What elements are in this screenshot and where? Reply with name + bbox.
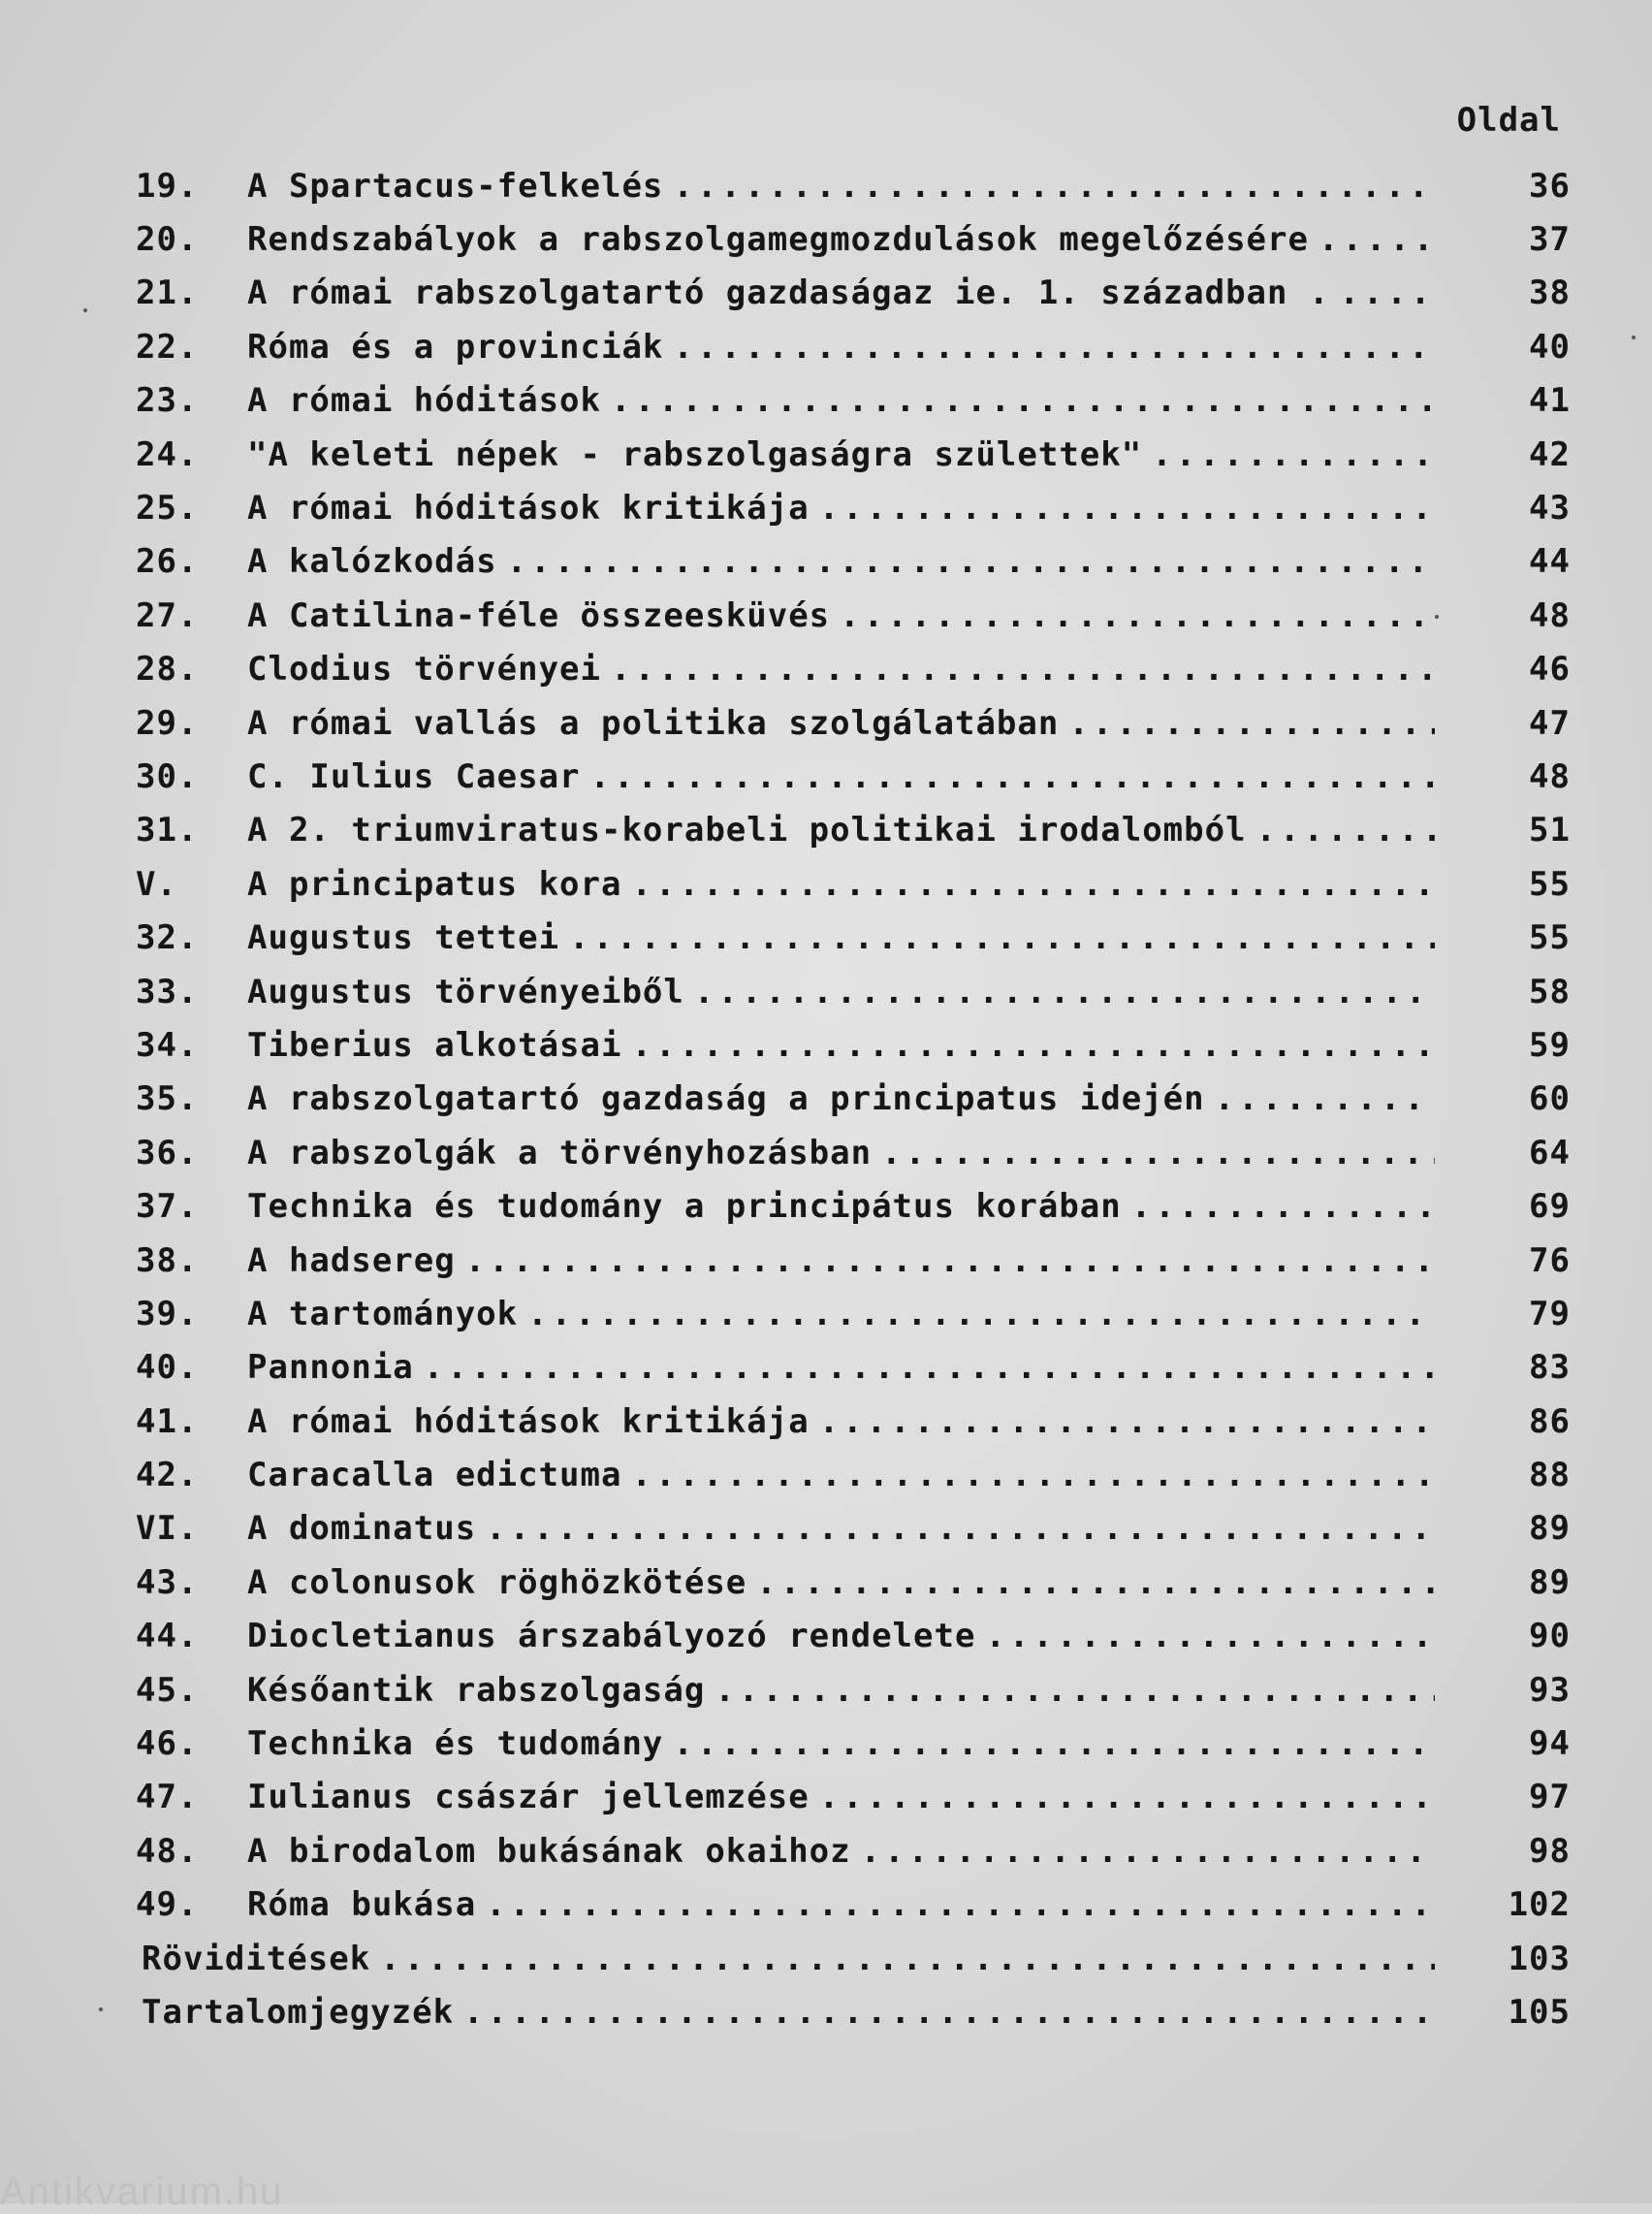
toc-entry xyxy=(136,1179,1571,1233)
toc-entry-title: Róma és a provinciák xyxy=(247,327,664,367)
toc-entry xyxy=(136,1395,1571,1448)
toc-entry-number: 25. xyxy=(136,489,199,529)
toc-entry-title: A római hóditások kritikája xyxy=(247,1401,810,1441)
toc-entry-page: 37 xyxy=(1529,220,1571,260)
toc-entry-number: 20. xyxy=(136,220,199,260)
toc-entry-number: 39. xyxy=(136,1294,199,1333)
toc-entry-number: 23. xyxy=(136,381,199,421)
toc-entry xyxy=(136,804,1571,857)
toc-entry-number: 37. xyxy=(136,1187,199,1227)
toc-entry-page: 79 xyxy=(1529,1294,1571,1333)
toc-entry-title: Iulianus császár jellemzése xyxy=(247,1778,810,1817)
toc-entry-number: V. xyxy=(136,864,177,904)
toc-entry xyxy=(136,1824,1571,1877)
toc-entry-title: A colonusok röghözkötése xyxy=(247,1562,747,1602)
toc-entry-title: A római vallás a politika szolgálatában xyxy=(247,703,1060,743)
toc-entry xyxy=(136,159,1571,212)
toc-entry-title: A római rabszolgatartó gazdaságaz ie. 1. században . xyxy=(247,273,1330,313)
toc-entry-title: Tiberius alkotásai xyxy=(247,1025,622,1065)
toc-entry-title: C. Iulius Caesar xyxy=(247,756,581,796)
toc-entry-title: Clodius törvényei xyxy=(247,650,601,690)
toc-entry xyxy=(136,1985,1571,2038)
toc-entry-title: A 2. triumviratus-korabeli politikai irodalomból xyxy=(247,811,1247,850)
toc-entry xyxy=(136,1126,1571,1179)
toc-entry xyxy=(136,1073,1571,1126)
toc-dot-leader xyxy=(424,1348,1435,1387)
toc-entry-number: 36. xyxy=(136,1133,199,1172)
toc-entry-title: A principatus kora xyxy=(247,864,622,904)
toc-entry xyxy=(136,965,1571,1018)
toc-entry xyxy=(136,535,1571,589)
toc-dot-leader xyxy=(611,650,1435,689)
toc-entry-page: 102 xyxy=(1508,1885,1571,1925)
toc-dot-leader xyxy=(527,1295,1435,1333)
toc-entry xyxy=(136,750,1571,803)
toc-entry-page: 60 xyxy=(1529,1079,1571,1119)
toc-dot-leader xyxy=(819,1402,1435,1441)
toc-entry xyxy=(136,1878,1571,1932)
toc-entry xyxy=(136,1018,1571,1072)
toc-entry-page: 98 xyxy=(1529,1831,1571,1871)
toc-entry-title: A rabszolgatartó gazdaság a principatus idején xyxy=(247,1079,1205,1119)
toc-dot-leader xyxy=(985,1617,1435,1655)
toc-entry-number: 45. xyxy=(136,1670,199,1710)
toc-entry-page: 59 xyxy=(1529,1025,1571,1065)
toc-entry xyxy=(136,428,1571,481)
toc-entry-page: 69 xyxy=(1529,1187,1571,1227)
toc-entry-title: Augustus tettei xyxy=(247,918,560,958)
toc-entry-page: 42 xyxy=(1529,434,1571,474)
toc-entry-page: 46 xyxy=(1529,650,1571,690)
toc-entry-page: 41 xyxy=(1529,381,1571,421)
paper-speck xyxy=(99,2007,103,2011)
toc-dot-leader xyxy=(631,1026,1435,1065)
toc-entry-page: 89 xyxy=(1529,1509,1571,1549)
toc-entry-page: 48 xyxy=(1529,595,1571,635)
toc-entry-title: Augustus törvényeiből xyxy=(247,972,684,1011)
toc-entry xyxy=(136,1234,1571,1287)
toc-entry-title: Technika és tudomány xyxy=(247,1724,664,1764)
toc-entry-page: 97 xyxy=(1529,1778,1571,1817)
page-column-header: Oldal xyxy=(1456,101,1561,140)
toc-entry-title: Róma bukása xyxy=(247,1885,477,1925)
toc-dot-leader xyxy=(465,1241,1435,1280)
toc-entry-title: A kalózkodás xyxy=(247,542,497,582)
toc-entry xyxy=(136,1717,1571,1770)
toc-entry xyxy=(136,857,1571,911)
toc-entry-title: Diocletianus árszabályozó rendelete xyxy=(247,1617,976,1656)
toc-entry-number: VI. xyxy=(136,1509,199,1549)
toc-entry-number: 24. xyxy=(136,434,199,474)
toc-entry-page: 83 xyxy=(1529,1348,1571,1388)
toc-entry-page: 94 xyxy=(1529,1724,1571,1764)
toc-entry-title: A Catilina-féle összeesküvés xyxy=(247,595,831,635)
toc-dot-leader xyxy=(1131,1187,1435,1226)
toc-dot-leader xyxy=(631,865,1435,904)
toc-entry-page: 76 xyxy=(1529,1240,1571,1280)
toc-dot-leader xyxy=(1152,435,1435,474)
toc-entry-number: 22. xyxy=(136,327,199,367)
toc-entry xyxy=(136,911,1571,964)
toc-dot-leader xyxy=(819,489,1435,528)
toc-entry-number: 40. xyxy=(136,1348,199,1388)
toc-entry xyxy=(136,1663,1571,1717)
toc-entry-title: A birodalom bukásának okaihoz xyxy=(247,1831,851,1871)
toc-entry-page: 38 xyxy=(1529,273,1571,313)
toc-dot-leader xyxy=(590,757,1435,796)
toc-entry-page: 105 xyxy=(1508,1992,1571,2032)
toc-entry xyxy=(136,1932,1571,1985)
toc-dot-leader xyxy=(715,1671,1435,1710)
toc-entry xyxy=(136,374,1571,428)
toc-entry-page: 90 xyxy=(1529,1617,1571,1656)
toc-entry xyxy=(136,696,1571,750)
toc-entry-title: Rendszabályok a rabszolgamegmozdulások megelőzésére xyxy=(247,220,1309,260)
toc-entry-title: "A keleti népek - rabszolgaságra születtek" xyxy=(247,434,1143,474)
toc-entry-page: 93 xyxy=(1529,1670,1571,1710)
paper-speck xyxy=(1435,615,1439,619)
toc-entry-number: 46. xyxy=(136,1724,199,1764)
toc-entry-title: Technika és tudomány a principátus korában xyxy=(247,1187,1122,1227)
toc-dot-leader xyxy=(1256,811,1435,850)
toc-entry-title: Későantik rabszolgaság xyxy=(247,1670,706,1710)
toc-entry xyxy=(136,643,1571,696)
toc-dot-leader xyxy=(611,381,1435,420)
toc-entry-page: 89 xyxy=(1529,1562,1571,1602)
toc-dot-leader xyxy=(1068,704,1435,743)
toc-entry-number: 26. xyxy=(136,542,199,582)
toc-dot-leader xyxy=(881,1134,1435,1172)
toc-dot-leader xyxy=(819,1778,1435,1816)
toc-entry xyxy=(136,1556,1571,1609)
toc-entry-page: 47 xyxy=(1529,703,1571,743)
toc-entry xyxy=(136,1287,1571,1340)
toc-entry xyxy=(136,1610,1571,1663)
toc-entry-number: 41. xyxy=(136,1401,199,1441)
toc-entry xyxy=(136,1448,1571,1501)
toc-entry-page: 55 xyxy=(1529,864,1571,904)
toc-entry-title: A római hóditások kritikája xyxy=(247,489,810,529)
toc-entry-number: 44. xyxy=(136,1617,199,1656)
toc-dot-leader xyxy=(631,1456,1435,1494)
toc-entry-number: 29. xyxy=(136,703,199,743)
toc-dot-leader xyxy=(756,1563,1435,1602)
toc-entry-title: Caracalla edictuma xyxy=(247,1456,622,1495)
toc-entry-number: 30. xyxy=(136,756,199,796)
toc-entry-number: 42. xyxy=(136,1456,199,1495)
toc-entry-page: 55 xyxy=(1529,918,1571,958)
toc-entry-number: 34. xyxy=(136,1025,199,1065)
paper-speck xyxy=(1632,336,1636,339)
toc-entry-page: 51 xyxy=(1529,811,1571,850)
toc-entry-number: 38. xyxy=(136,1240,199,1280)
toc-dot-leader xyxy=(507,542,1435,581)
toc-dot-leader xyxy=(673,1724,1435,1763)
toc-entry-page: 86 xyxy=(1529,1401,1571,1441)
toc-entry xyxy=(136,1502,1571,1556)
toc-entry xyxy=(136,1341,1571,1395)
toc-entry-page: 36 xyxy=(1529,166,1571,206)
toc-entry-page: 48 xyxy=(1529,756,1571,796)
toc-entry-page: 43 xyxy=(1529,489,1571,529)
toc-entry-number: 21. xyxy=(136,273,199,313)
toc-dot-leader xyxy=(486,1885,1435,1924)
toc-entry-number: 28. xyxy=(136,650,199,690)
toc-dot-leader xyxy=(1318,220,1435,259)
toc-entry-page: 58 xyxy=(1529,972,1571,1011)
toc-entry xyxy=(136,1771,1571,1824)
toc-dot-leader xyxy=(840,596,1435,635)
toc-entry xyxy=(136,481,1571,534)
toc-dot-leader xyxy=(694,973,1435,1011)
toc-dot-leader xyxy=(861,1832,1435,1871)
watermark: Antikvarium.hu xyxy=(0,2170,284,2213)
toc-dot-leader xyxy=(380,1940,1435,1978)
toc-entry-title: A Spartacus-felkelés xyxy=(247,166,664,206)
toc-entry-title: A hadsereg xyxy=(247,1240,456,1280)
toc-entry-number: 31. xyxy=(136,811,199,850)
toc-entry-title: Pannonia xyxy=(247,1348,414,1388)
toc-entry-page: 44 xyxy=(1529,542,1571,582)
toc-entry-number: 27. xyxy=(136,595,199,635)
toc-entry-title: A rabszolgák a törvényhozásban xyxy=(247,1133,873,1172)
toc-entry-page: 40 xyxy=(1529,327,1571,367)
toc-entry xyxy=(136,267,1571,320)
toc-entry-number: 49. xyxy=(136,1885,199,1925)
toc-dot-leader xyxy=(1339,273,1435,312)
toc-entry-page: 64 xyxy=(1529,1133,1571,1172)
toc-dot-leader xyxy=(486,1509,1435,1548)
toc-entry xyxy=(136,212,1571,266)
toc-entry-title: Tartalomjegyzék xyxy=(142,1992,455,2032)
toc-dot-leader xyxy=(463,1993,1435,2032)
toc-entry xyxy=(136,320,1571,373)
toc-dot-leader xyxy=(1215,1079,1435,1118)
paper-speck xyxy=(83,308,87,312)
toc-entry-number: 32. xyxy=(136,918,199,958)
toc-entry xyxy=(136,589,1571,642)
toc-entry-number: 47. xyxy=(136,1778,199,1817)
toc-entry-title: A tartományok xyxy=(247,1294,519,1333)
toc-entry-title: Röviditések xyxy=(142,1939,371,1978)
toc-entry-number: 19. xyxy=(136,166,199,206)
toc-entry-page: 103 xyxy=(1508,1939,1571,1978)
toc-entry-number: 35. xyxy=(136,1079,199,1119)
toc-entry-title: A dominatus xyxy=(247,1509,477,1549)
toc-dot-leader xyxy=(569,918,1435,957)
toc-dot-leader xyxy=(673,167,1435,206)
toc-entry-number: 48. xyxy=(136,1831,199,1871)
toc-entry-title: A római hóditások xyxy=(247,381,601,421)
toc-entry-page: 88 xyxy=(1529,1456,1571,1495)
toc-entry-number: 43. xyxy=(136,1562,199,1602)
toc-dot-leader xyxy=(673,328,1435,367)
table-of-contents xyxy=(136,159,1571,2039)
toc-entry-number: 33. xyxy=(136,972,199,1011)
